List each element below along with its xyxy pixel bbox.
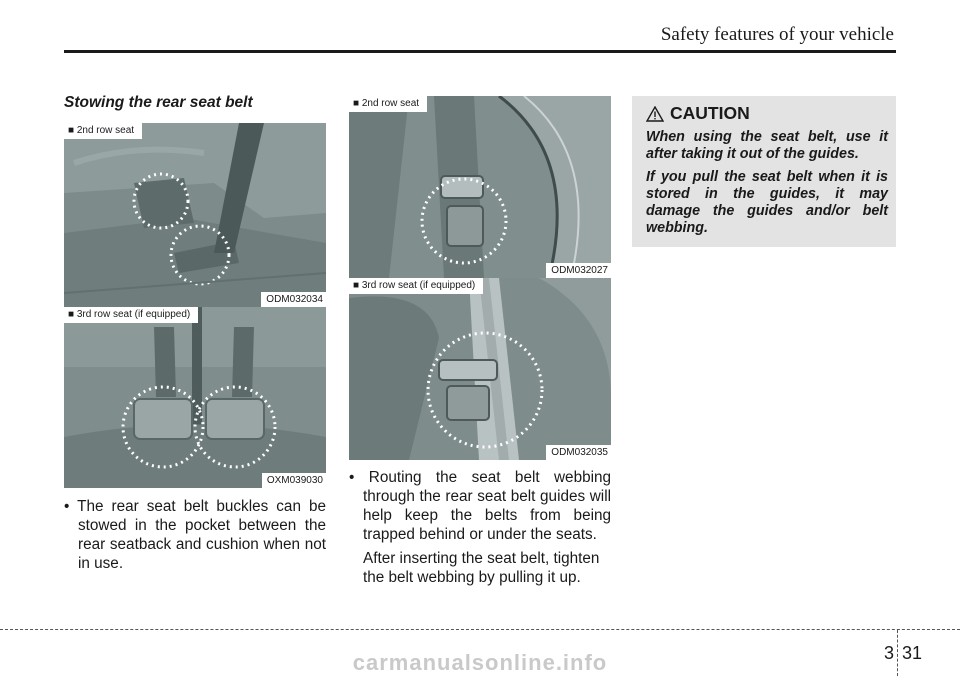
bullet-paragraph: • The rear seat belt buckles can be stowed in the pocket between the rear seatback and cushion when not in use. <box>64 498 326 572</box>
figure-label: ■ 3rd row seat (if equipped) <box>64 307 198 323</box>
figure-code: ODM032027 <box>546 263 611 278</box>
belt-guide-illustration <box>349 278 611 460</box>
caution-header <box>646 103 750 124</box>
figure-label: ■ 3rd row seat (if equipped) <box>349 278 483 294</box>
caution-paragraph: If you pull the seat belt when it is stored in the guides, it may damage the guides and/or belt webbing. <box>646 169 888 236</box>
section-title: Safety features of your vehicle <box>660 24 894 45</box>
figure-3rd-row-belt-guide <box>349 278 611 460</box>
figure-code: ODM032035 <box>546 445 611 460</box>
page-number: 31 <box>902 642 923 663</box>
header-rule <box>64 50 896 53</box>
footer-rule <box>0 629 960 630</box>
figure-code: OXM039030 <box>262 473 326 488</box>
figure-label: ■ 2nd row seat <box>64 123 142 139</box>
caution-body <box>646 129 888 243</box>
figure-3rd-row-seat-pocket <box>64 307 326 488</box>
figure-2nd-row-belt-guide <box>349 96 611 278</box>
caution-title: CAUTION <box>670 103 750 123</box>
col2-text <box>349 468 611 587</box>
caution-box <box>632 96 896 247</box>
col1-text <box>64 497 326 573</box>
figure-label: ■ 2nd row seat <box>349 96 427 112</box>
seat-pocket-illustration <box>64 123 326 307</box>
belt-guide-illustration <box>349 96 611 278</box>
figure-2nd-row-seat-pocket <box>64 123 326 307</box>
chapter-number: 3 <box>884 642 895 663</box>
warning-triangle-icon <box>646 106 664 122</box>
figure-code: ODM032034 <box>261 292 326 307</box>
continuation-paragraph: After inserting the seat belt, tighten the belt webbing by pulling it up. <box>363 550 600 586</box>
bullet-paragraph: • Routing the seat belt webbing through the rear seat belt guides will help keep the belts from being trapped behind or under the seats. <box>349 469 611 543</box>
seat-buckles-illustration <box>64 307 326 488</box>
subheading: Stowing the rear seat belt <box>64 94 253 111</box>
watermark: carmanualsonline.info <box>352 650 608 675</box>
caution-paragraph: When using the seat belt, use it after taking it out of the guides. <box>646 129 888 162</box>
